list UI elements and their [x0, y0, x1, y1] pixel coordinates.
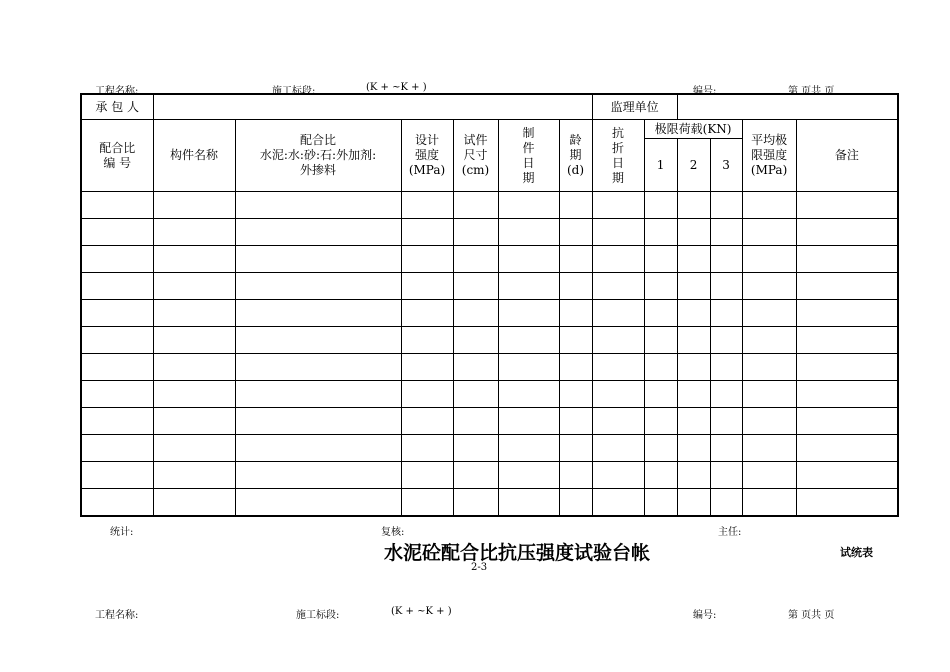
table-cell[interactable] [796, 408, 898, 435]
table-cell[interactable] [796, 489, 898, 517]
col-age: 龄 期 (d) [559, 120, 592, 192]
table-cell[interactable] [453, 489, 498, 517]
table-cell[interactable] [235, 354, 401, 381]
table-cell[interactable] [81, 462, 153, 489]
table-cell[interactable] [559, 273, 592, 300]
table-cell[interactable] [644, 246, 677, 273]
table-row [81, 246, 898, 273]
table-cell[interactable] [796, 219, 898, 246]
table-cell[interactable] [742, 246, 796, 273]
table-cell[interactable] [498, 192, 559, 219]
table-cell[interactable] [710, 462, 742, 489]
table-cell[interactable] [796, 192, 898, 219]
table-cell[interactable] [453, 408, 498, 435]
table-cell[interactable] [153, 381, 235, 408]
table-cell[interactable] [796, 300, 898, 327]
table-cell[interactable] [710, 381, 742, 408]
table-cell[interactable] [796, 246, 898, 273]
table-cell[interactable] [559, 435, 592, 462]
table-cell[interactable] [453, 354, 498, 381]
table-cell[interactable] [592, 354, 644, 381]
table-cell[interactable] [559, 354, 592, 381]
table-cell[interactable] [742, 381, 796, 408]
table-cell[interactable] [81, 354, 153, 381]
table-cell[interactable] [677, 300, 710, 327]
table-row [81, 462, 898, 489]
table-cell[interactable] [81, 327, 153, 354]
table-cell[interactable] [677, 489, 710, 517]
table-cell[interactable] [742, 273, 796, 300]
table-cell[interactable] [235, 435, 401, 462]
table-cell[interactable] [235, 300, 401, 327]
table-cell[interactable] [742, 300, 796, 327]
table-cell[interactable] [153, 489, 235, 517]
table-cell[interactable] [498, 435, 559, 462]
table-cell[interactable] [401, 354, 453, 381]
col-specimen-size: 试件 尺寸 (cm) [453, 120, 498, 192]
table-cell[interactable] [644, 300, 677, 327]
data-rows [81, 192, 898, 517]
table-cell[interactable] [710, 273, 742, 300]
col-remarks: 备注 [796, 120, 898, 192]
table-cell[interactable] [153, 327, 235, 354]
supervisor-field[interactable] [677, 94, 898, 120]
table-cell[interactable] [559, 300, 592, 327]
col-load-2: 2 [677, 139, 710, 192]
table-cell[interactable] [498, 408, 559, 435]
table-cell[interactable] [644, 327, 677, 354]
table-cell[interactable] [453, 327, 498, 354]
table-cell[interactable] [796, 462, 898, 489]
table-cell[interactable] [742, 354, 796, 381]
col-mix-ratio: 配合比 水泥:水:砂:石:外加剂: 外掺料 [235, 120, 401, 192]
table-cell[interactable] [710, 408, 742, 435]
table-cell[interactable] [401, 327, 453, 354]
table-cell[interactable] [592, 435, 644, 462]
table-cell[interactable] [559, 219, 592, 246]
bottom-header [0, 606, 950, 620]
table-cell[interactable] [235, 489, 401, 517]
table-cell[interactable] [498, 381, 559, 408]
col-make-date: 制 件 日 期 [498, 120, 559, 192]
table-cell[interactable] [401, 435, 453, 462]
table-cell[interactable] [710, 219, 742, 246]
table-cell[interactable] [559, 327, 592, 354]
table-cell[interactable] [235, 381, 401, 408]
table-cell[interactable] [235, 219, 401, 246]
table-cell[interactable] [81, 435, 153, 462]
table-cell[interactable] [644, 219, 677, 246]
table-cell[interactable] [153, 219, 235, 246]
table-cell[interactable] [644, 408, 677, 435]
table-cell[interactable] [592, 327, 644, 354]
serial-label: 编号: [693, 610, 717, 621]
page-count: 第 页共 页 [788, 86, 835, 97]
table-cell[interactable] [742, 435, 796, 462]
table-cell[interactable] [453, 219, 498, 246]
table-row [81, 354, 898, 381]
table-cell[interactable] [644, 489, 677, 517]
page-count: 第 页共 页 [788, 610, 835, 621]
table-cell[interactable] [677, 192, 710, 219]
table-cell[interactable] [81, 408, 153, 435]
project-name-label: 工程名称: [95, 86, 139, 97]
director-label: 主任: [718, 527, 742, 538]
table-cell[interactable] [796, 381, 898, 408]
table-cell[interactable] [153, 408, 235, 435]
col-mix-no: 配合比 编 号 [81, 120, 153, 192]
table-row [81, 192, 898, 219]
table-cell[interactable] [592, 408, 644, 435]
col-avg-strength: 平均极 限强度 (MPa) [742, 120, 796, 192]
table-row [81, 489, 898, 517]
table-cell[interactable] [559, 408, 592, 435]
table-cell[interactable] [81, 192, 153, 219]
table-cell[interactable] [498, 219, 559, 246]
table-cell[interactable] [498, 327, 559, 354]
pile-range: (K + ~K + ) [391, 606, 452, 617]
review-label: 复核: [381, 527, 405, 538]
table-cell[interactable] [677, 408, 710, 435]
table-cell[interactable] [677, 246, 710, 273]
table-cell[interactable] [235, 408, 401, 435]
supervisor-label: 监理单位 [592, 94, 677, 120]
project-name-label: 工程名称: [95, 610, 139, 621]
contractor-label: 承 包 人 [81, 94, 153, 120]
section-label: 施工标段: [272, 86, 316, 97]
table-cell[interactable] [401, 462, 453, 489]
table-cell[interactable] [401, 273, 453, 300]
table-cell[interactable] [153, 300, 235, 327]
col-member-name: 构件名称 [153, 120, 235, 192]
table-cell[interactable] [559, 462, 592, 489]
table-cell[interactable] [742, 219, 796, 246]
table-cell[interactable] [710, 354, 742, 381]
col-load-3: 3 [710, 139, 742, 192]
table-cell[interactable] [153, 435, 235, 462]
table-cell[interactable] [498, 489, 559, 517]
table-row [81, 273, 898, 300]
table-row [81, 435, 898, 462]
serial-label: 编号: [693, 86, 717, 97]
table-cell[interactable] [453, 381, 498, 408]
table-row [81, 219, 898, 246]
table-cell[interactable] [81, 273, 153, 300]
table-cell[interactable] [401, 381, 453, 408]
section-label: 施工标段: [296, 610, 340, 621]
table-cell[interactable] [153, 246, 235, 273]
contractor-field[interactable] [153, 94, 592, 120]
table-cell[interactable] [81, 246, 153, 273]
table-cell[interactable] [81, 489, 153, 517]
table-cell[interactable] [153, 273, 235, 300]
table-cell[interactable] [742, 327, 796, 354]
table-row [81, 408, 898, 435]
table-cell[interactable] [559, 246, 592, 273]
table-cell[interactable] [401, 246, 453, 273]
table-cell[interactable] [710, 192, 742, 219]
col-design-strength: 设计 强度 (MPa) [401, 120, 453, 192]
table-cell[interactable] [592, 273, 644, 300]
table-cell[interactable] [677, 354, 710, 381]
table-cell[interactable] [235, 246, 401, 273]
col-load-1: 1 [644, 139, 677, 192]
table-cell[interactable] [453, 462, 498, 489]
pile-range: (K + ~K + ) [366, 82, 427, 93]
table-cell[interactable] [401, 219, 453, 246]
table-cell[interactable] [235, 273, 401, 300]
table-cell[interactable] [559, 192, 592, 219]
table-cell[interactable] [592, 246, 644, 273]
table-cell[interactable] [498, 354, 559, 381]
table-cell[interactable] [796, 273, 898, 300]
table-cell[interactable] [81, 381, 153, 408]
table-cell[interactable] [796, 354, 898, 381]
table-cell[interactable] [153, 192, 235, 219]
table-cell[interactable] [710, 435, 742, 462]
table-cell[interactable] [742, 462, 796, 489]
table-cell[interactable] [81, 300, 153, 327]
table-cell[interactable] [677, 273, 710, 300]
form-code: 试统表 [840, 546, 873, 559]
table-cell[interactable] [644, 273, 677, 300]
table-cell[interactable] [153, 354, 235, 381]
table-cell[interactable] [453, 192, 498, 219]
table-cell[interactable] [592, 192, 644, 219]
table-cell[interactable] [592, 381, 644, 408]
table-cell[interactable] [453, 300, 498, 327]
table-cell[interactable] [401, 300, 453, 327]
table-cell[interactable] [453, 435, 498, 462]
table-cell[interactable] [592, 219, 644, 246]
table-cell[interactable] [498, 273, 559, 300]
table-row [81, 327, 898, 354]
table-cell[interactable] [710, 300, 742, 327]
table-cell[interactable] [644, 435, 677, 462]
table-cell[interactable] [710, 327, 742, 354]
table-cell[interactable] [592, 462, 644, 489]
table-cell[interactable] [644, 192, 677, 219]
table-cell[interactable] [235, 462, 401, 489]
table-cell[interactable] [498, 462, 559, 489]
statistics-label: 统计: [110, 527, 134, 538]
table-cell[interactable] [81, 219, 153, 246]
table-cell[interactable] [677, 219, 710, 246]
table-cell[interactable] [644, 381, 677, 408]
table-cell[interactable] [677, 327, 710, 354]
table-cell[interactable] [559, 381, 592, 408]
table-cell[interactable] [153, 462, 235, 489]
table-cell[interactable] [453, 246, 498, 273]
col-test-date: 抗 折 日 期 [592, 120, 644, 192]
table-cell[interactable] [592, 300, 644, 327]
table-cell[interactable] [401, 489, 453, 517]
page-title: 水泥砼配合比抗压强度试验台帐 [384, 542, 651, 564]
table-cell[interactable] [677, 381, 710, 408]
table-cell[interactable] [498, 300, 559, 327]
table-cell[interactable] [498, 246, 559, 273]
col-ultimate-load: 极限荷载(KN) [644, 120, 742, 139]
table-cell[interactable] [235, 327, 401, 354]
table-cell[interactable] [453, 273, 498, 300]
table-cell[interactable] [742, 192, 796, 219]
table-cell[interactable] [644, 462, 677, 489]
table-cell[interactable] [401, 192, 453, 219]
table-cell[interactable] [710, 489, 742, 517]
table-cell[interactable] [401, 408, 453, 435]
table-cell[interactable] [644, 354, 677, 381]
table-cell[interactable] [677, 462, 710, 489]
table-cell[interactable] [796, 435, 898, 462]
table-cell[interactable] [559, 489, 592, 517]
table-cell[interactable] [796, 327, 898, 354]
test-ledger-table [80, 93, 899, 517]
table-cell[interactable] [235, 192, 401, 219]
table-cell[interactable] [742, 489, 796, 517]
table-cell[interactable] [742, 408, 796, 435]
form-number: 2-3 [471, 562, 488, 573]
table-cell[interactable] [710, 246, 742, 273]
table-row [81, 381, 898, 408]
table-cell[interactable] [592, 489, 644, 517]
table-row [81, 300, 898, 327]
table-cell[interactable] [677, 435, 710, 462]
